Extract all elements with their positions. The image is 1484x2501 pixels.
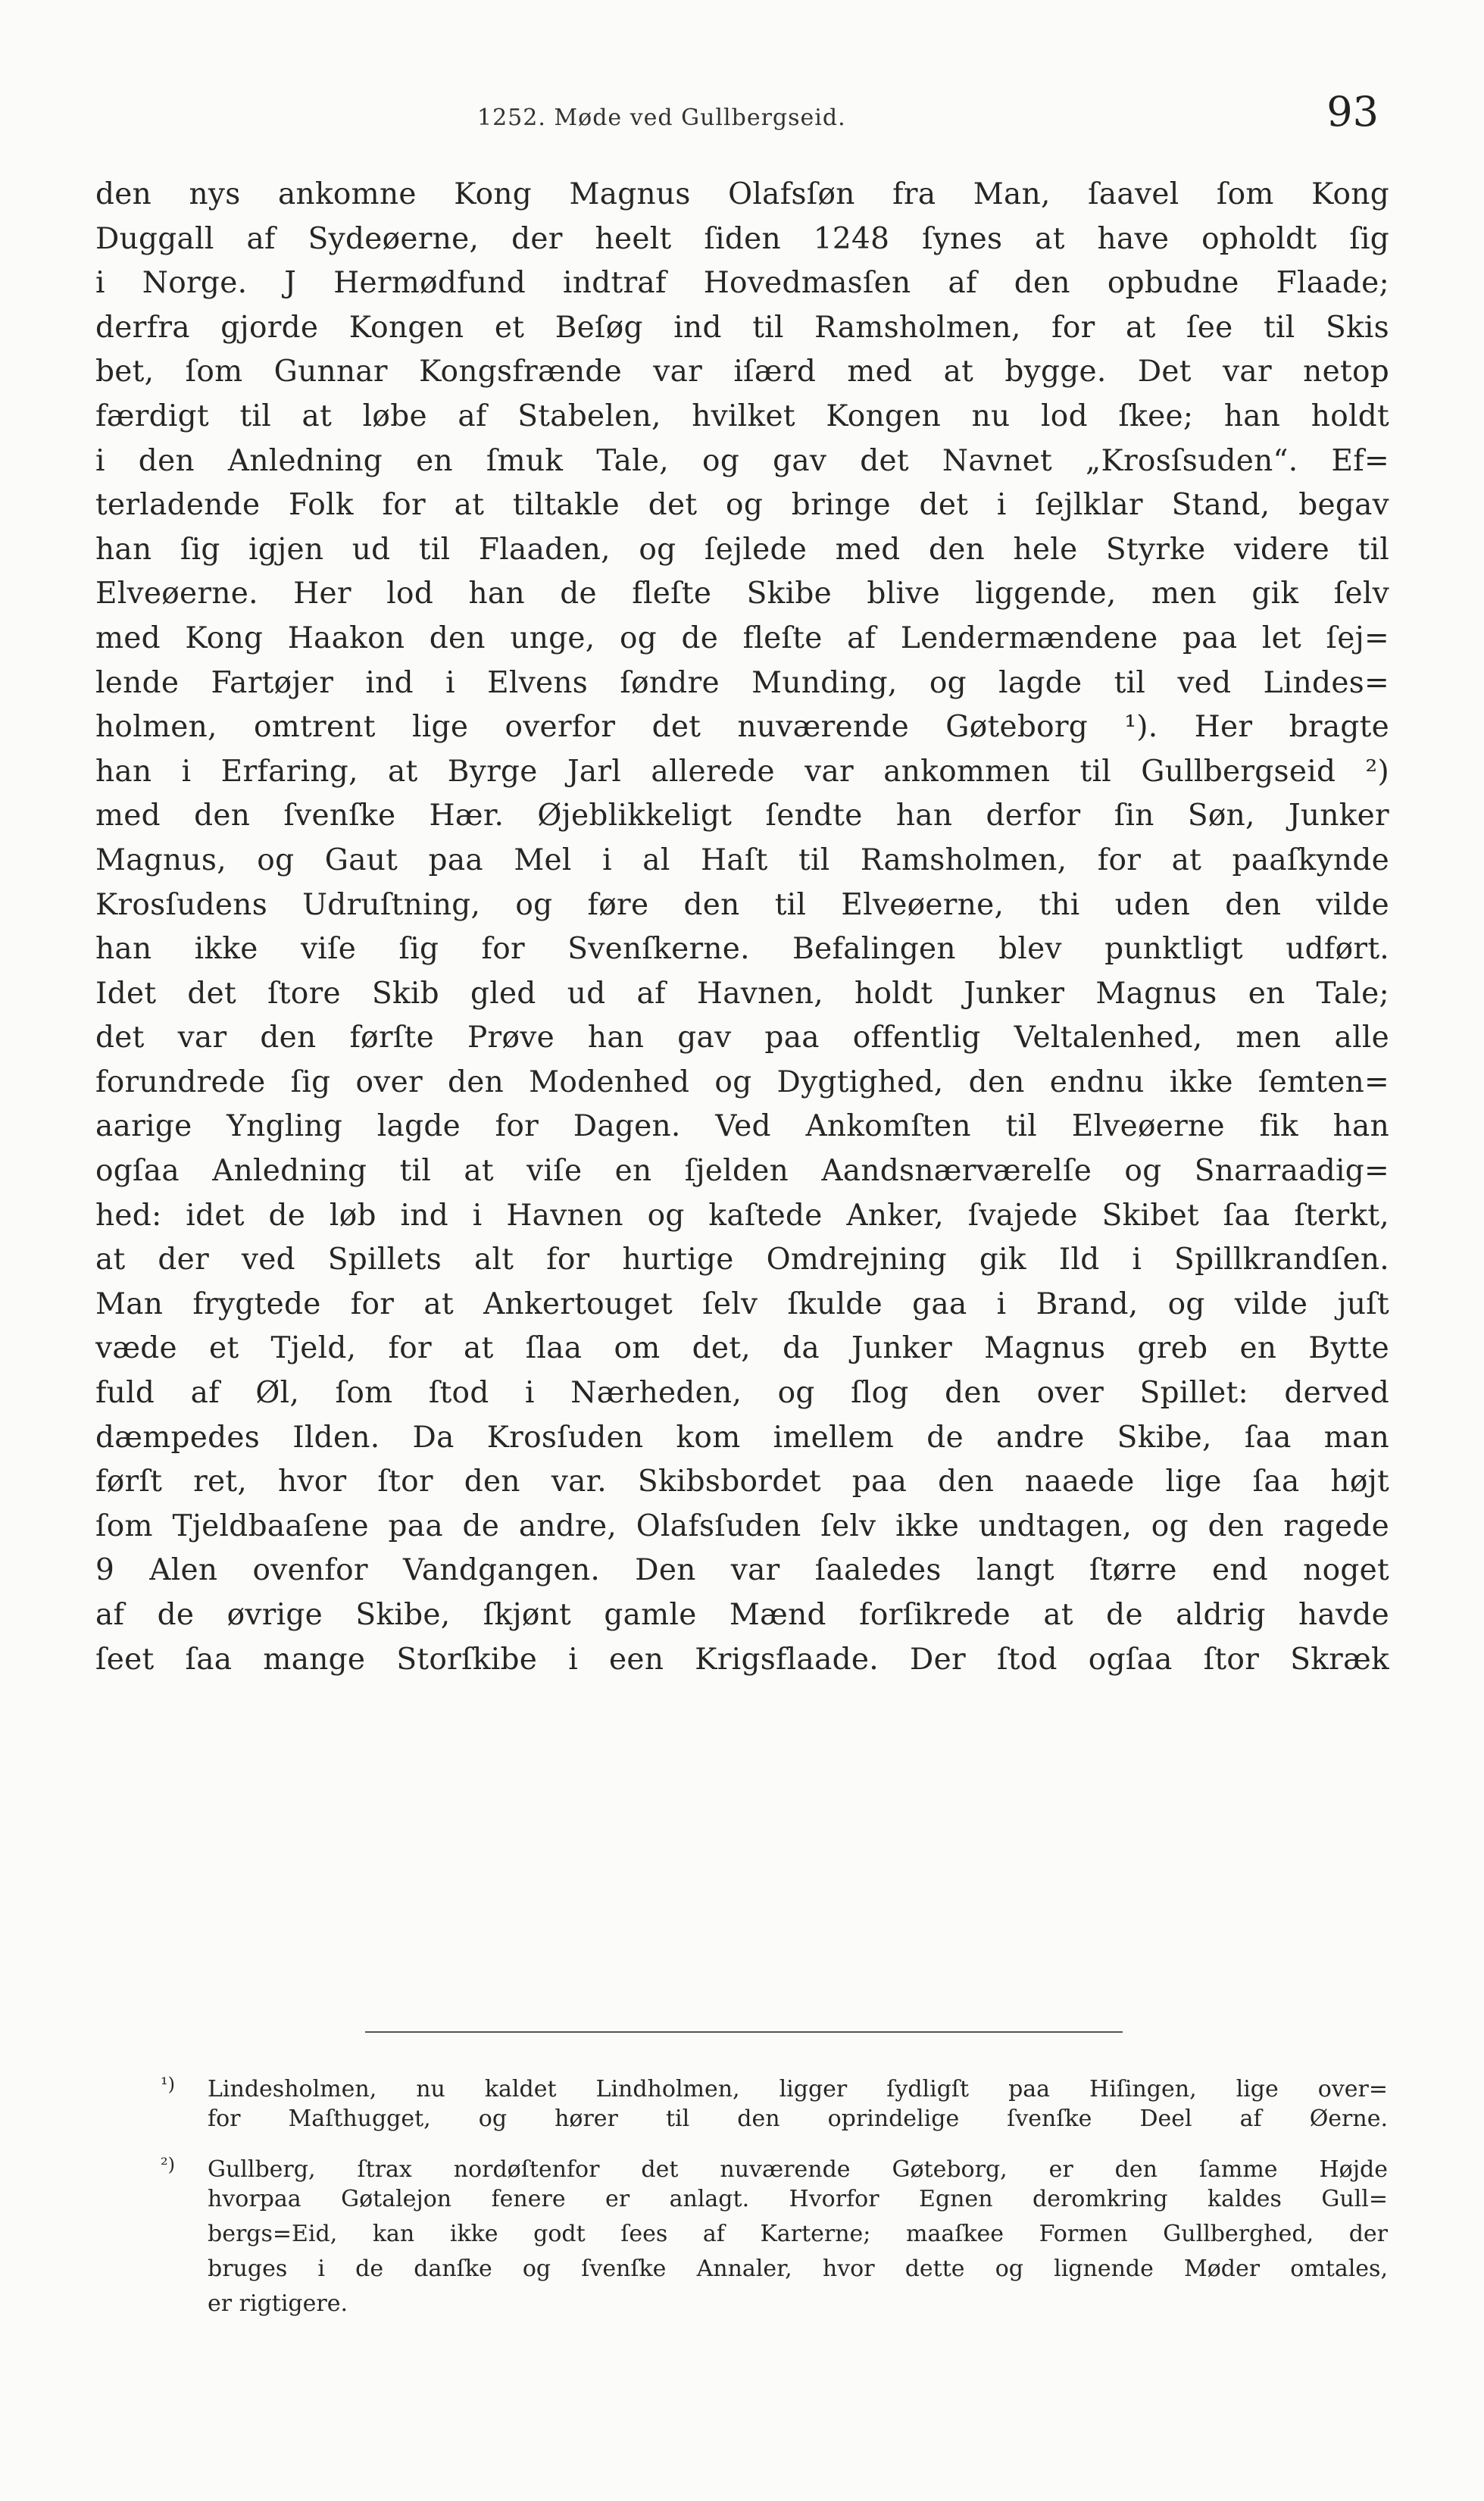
text-line: forundrede ſig over den Modenhed og Dygtighed, den endnu ikke ſemten= — [95, 1064, 1389, 1099]
text-line: aarige Yngling lagde for Dagen. Ved Ankomſten til Elveøerne fik han — [95, 1109, 1389, 1144]
text-line: færdigt til at løbe af Stabelen, hvilket Kongen nu lod ſkee; han holdt — [95, 399, 1389, 433]
text-line: bet, ſom Gunnar Kongsfrænde var iſærd med at bygge. Det var netop — [95, 355, 1389, 389]
text-line: lende Fartøjer ind i Elvens ſøndre Munding, og lagde til ved Lindes= — [95, 665, 1389, 700]
text-line: Man frygtede for at Ankertouget ſelv ſkulde gaa i Brand, og vilde juſt — [95, 1286, 1389, 1321]
text-line: holmen, omtrent lige overfor det nuværende Gøteborg ¹). Her bragte — [95, 710, 1389, 745]
text-line: fuld af Øl, ſom ſtod i Nærheden, og ſlog den over Spillet: derved — [95, 1376, 1389, 1411]
text-line: han i Erfaring, at Byrge Jarl allerede var ankommen til Gullbergseid ²) — [95, 754, 1389, 789]
footnote-2-line: hvorpaa Gøtalejon fenere er anlagt. Hvorfor Egnen deromkring kaldes Gull= — [208, 2186, 1388, 2212]
footnote-text: Gullberg, ſtrax nordøſtenfor det nuværende Gøteborg, er den ſamme Højde — [208, 2156, 1388, 2183]
text-line: ogſaa Anledning til at viſe en ſjelden Aandsnærværelſe og Snarraadig= — [95, 1154, 1389, 1189]
text-line: ſom Tjeldbaaſene paa de andre, Olafsſuden ſelv ikke undtagen, og den ragede — [95, 1508, 1389, 1543]
text-line: Idet det ſtore Skib gled ud af Havnen, holdt Junker Magnus en Tale; — [95, 976, 1389, 1011]
footnote-2-line — [161, 2147, 1388, 2182]
text-line: i Norge. J Hermødfund indtraf Hovedmasſen af den opbudne Flaade; — [95, 266, 1389, 301]
text-line: Duggall af Sydeøerne, der heelt ſiden 1248 ſynes at have opholdt ſig — [95, 221, 1389, 256]
footnote-text: Lindesholmen, nu kaldet Lindholmen, ligger ſydligſt paa Hiſingen, lige over= — [208, 2076, 1388, 2102]
footnote-1-line — [161, 2067, 1388, 2102]
text-line: med den ſvenſke Hær. Øjeblikkeligt ſendte han derfor ſin Søn, Junker — [95, 799, 1389, 833]
text-line: han ikke viſe ſig for Svenſkerne. Befalingen blev punktligt udført. — [95, 932, 1389, 967]
text-line: væde et Tjeld, for at ſlaa om det, da Junker Magnus greb en Bytte — [95, 1331, 1389, 1366]
text-line: i den Anledning en ſmuk Tale, og gav det Navnet „Krosſsuden“. Ef= — [95, 443, 1389, 478]
text-line: hed: idet de løb ind i Havnen og kaſtede Anker, ſvajede Skibet ſaa ſterkt, — [95, 1198, 1389, 1233]
text-line: førſt ret, hvor ſtor den var. Skibsbordet paa den naaede lige ſaa højt — [95, 1465, 1389, 1499]
footnote-marker: ²) — [161, 2154, 175, 2175]
footnote-2-line: bruges i de danſke og ſvenſke Annaler, hvor dette og lignende Møder omtales, — [208, 2256, 1388, 2282]
text-line: den nys ankomne Kong Magnus Olafsſøn fra Man, ſaavel ſom Kong — [95, 177, 1389, 211]
text-line: terladende Folk for at tiltakle det og bringe det i ſejlklar Stand, begav — [95, 488, 1389, 523]
footnotes — [161, 2067, 1388, 2321]
text-line: ſeet ſaa mange Storſkibe i een Krigsflaade. Der ſtod ogſaa ſtor Skræk — [95, 1642, 1389, 1677]
text-line: Magnus, og Gaut paa Mel i al Haſt til Ramsholmen, for at paaſkynde — [95, 843, 1389, 877]
text-line: dæmpedes Ilden. Da Krosſuden kom imellem de andre Skibe, ſaa man — [95, 1420, 1389, 1455]
page-number: 93 — [1326, 88, 1379, 136]
footnote-divider — [365, 2031, 1123, 2033]
text-line: Krosſudens Udruſtning, og føre den til Elveøerne, thi uden den vilde — [95, 887, 1389, 922]
text-line: af de øvrige Skibe, ſkjønt gamle Mænd forſikrede at de aldrig havde — [95, 1598, 1389, 1632]
text-line: med Kong Haakon den unge, og de fleſte af Lendermændene paa let ſej= — [95, 621, 1389, 655]
text-line: det var den førſte Prøve han gav paa offentlig Veltalenhed, men alle — [95, 1021, 1389, 1055]
text-line: han ſig igjen ud til Flaaden, og ſejlede med den hele Styrke videre til — [95, 532, 1389, 567]
text-line: Elveøerne. Her lod han de fleſte Skibe blive liggende, men gik ſelv — [95, 577, 1389, 611]
running-head: 1252. Møde ved Gullbergseid. — [477, 105, 846, 131]
footnote-marker: ¹) — [161, 2074, 175, 2095]
footnote-1-line: for Maſthugget, og hører til den oprindelige ſvenſke Deel af Øerne. — [208, 2106, 1388, 2132]
footnote-2-line: bergs=Eid, kan ikke godt ſees af Karterne; maaſkee Formen Gullberghed, der — [208, 2221, 1388, 2247]
text-line: at der ved Spillets alt for hurtige Omdrejning gik Ild i Spillkrandſen. — [95, 1243, 1389, 1277]
text-line: 9 Alen ovenfor Vandgangen. Den var ſaaledes langt ſtørre end noget — [95, 1553, 1389, 1588]
body-text — [95, 173, 1389, 1682]
text-line: derfra gjorde Kongen et Beſøg ind til Ramsholmen, for at ſee til Skis — [95, 310, 1389, 345]
page-header — [189, 82, 1379, 150]
footnote-2-line: er rigtigere. — [208, 2290, 348, 2317]
